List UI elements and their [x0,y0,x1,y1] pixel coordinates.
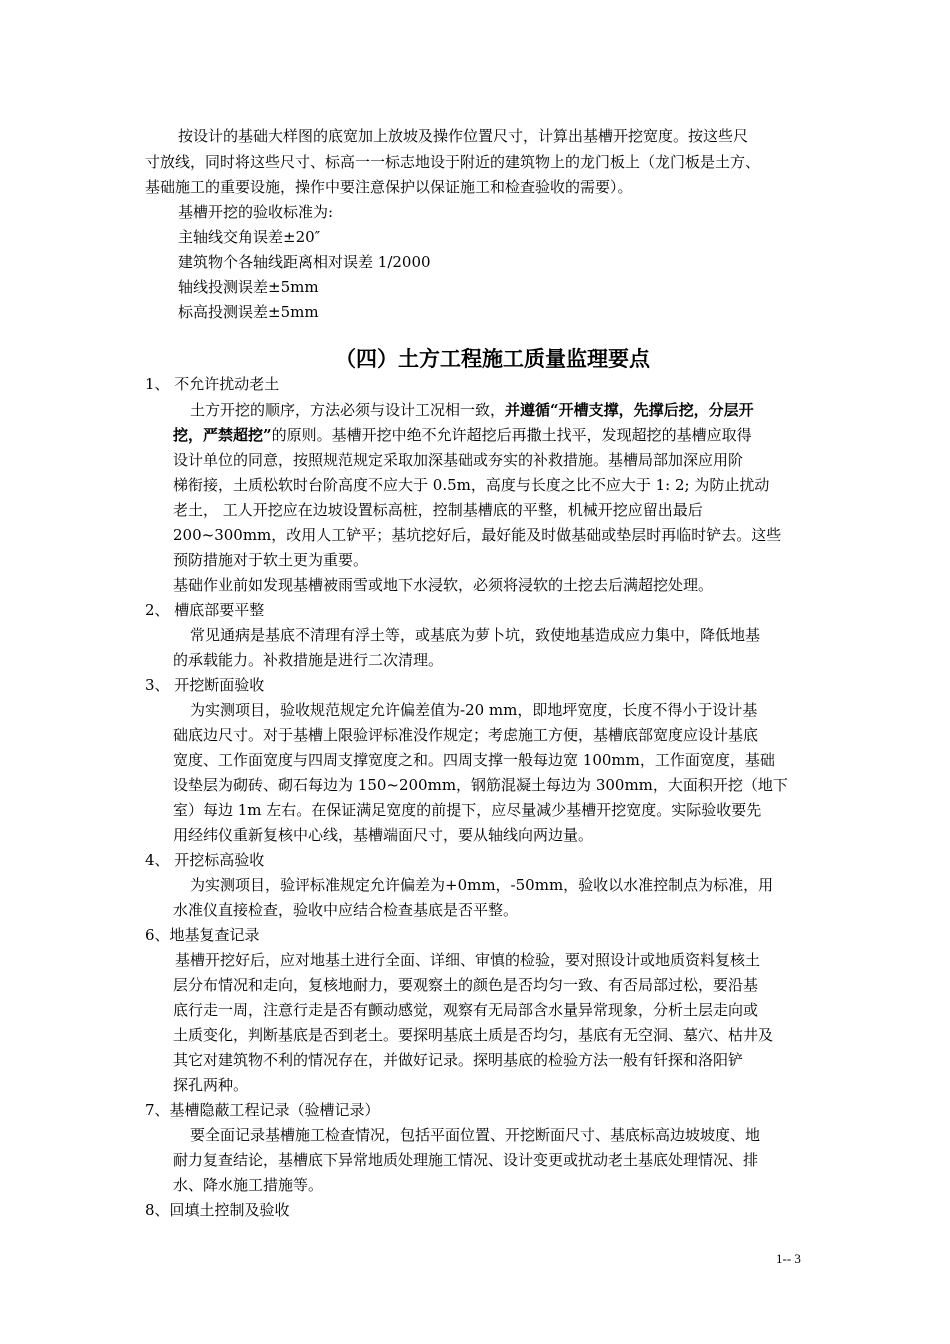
item-title: 6、地基复查记录 [145,926,260,944]
paragraph-line: 其它对建筑物不利的情况存在，并做好记录。探明基底的检验方法一般有钎探和洛阳铲 [173,1051,744,1069]
item-title: 2、 槽底部要平整 [145,601,265,619]
paragraph-line: 水、降水施工措施等。 [173,1176,324,1194]
paragraph-line: 为实测项目，验收规范规定允许偏差值为-20 mm，即地坪宽度，长度不得小于设计基 [190,701,758,719]
intro-line: 按设计的基础大样图的底宽加上放坡及操作位置尺寸，计算出基槽开挖宽度。按这些尺 [178,127,749,145]
standard-item: 标高投测误差±5mm [178,303,319,321]
paragraph-text: 土方开挖的顺序，方法必须与设计工况相一致， [190,401,506,419]
emphasis-text: 挖，严禁超挖” [173,426,272,444]
paragraph-line: 老土， 工人开挖应在边坡设置标高桩，控制基槽底的平整，机械开挖应留出最后 [173,501,703,519]
intro-line: 基础施工的重要设施，操作中要注意保护以保证施工和检查验收的需要）。 [145,178,633,196]
paragraph-line: 为实测项目，验评标准规定允许偏差为+0mm，-50mm，验收以水准控制点为标准，用 [190,876,774,894]
emphasis-text: 并遵循“开槽支撑，先撑后挖，分层开 [505,401,754,419]
item-title: 1、 不允许扰动老土 [145,375,280,393]
paragraph-line: 常见通病是基底不清理有浮土等，或基底为萝卜坑，致使地基造成应力集中，降低地基 [190,626,761,644]
paragraph-line: 水准仪直接检查，验收中应结合检查基底是否平整。 [173,901,519,919]
item-title: 3、 开挖断面验收 [145,676,265,694]
page-number: 1-- 3 [776,1251,801,1266]
paragraph-line: 土质变化，判断基底是否到老土。要探明基底土质是否均匀，基底有无空洞、墓穴、枯井及 [173,1026,774,1044]
paragraph-line [173,423,752,447]
paragraph-line: 要全面记录基槽施工检查情况，包括平面位置、开挖断面尺寸、基底标高边坡坡度、地 [190,1126,761,1144]
paragraph-line: 200~300mm，改用人工铲平；基坑挖好后，最好能及时做基础或垫层时再临时铲去。这些 [173,526,782,544]
paragraph-line: 底行走一周，注意行走是否有颤动感觉，观察有无局部含水量异常现象，分析土层走向或 [173,1001,759,1019]
paragraph-line: 耐力复查结论，基槽底下异常地质处理施工情况、设计变更或扰动老土基底处理情况、排 [173,1151,759,1169]
paragraph-line: 础底边尺寸。对于基槽上限验评标准没作规定；考虑施工方便，基槽底部宽度应设计基底 [173,726,759,744]
item-title: 8、回填土控制及验收 [145,1201,290,1219]
paragraph-text: 的原则。基槽开挖中绝不允许超挖后再撒土找平，发现超挖的基槽应取得 [271,426,752,444]
paragraph-line: 梯衔接，土质松软时台阶高度不应大于 0.5m，高度与长度之比不应大于 1: 2; 为防止扰动 [173,476,770,494]
item-title: 4、 开挖标高验收 [145,851,265,869]
paragraph-line: 室）每边 1m 左右。在保证满足宽度的前提下，应尽量减少基槽开挖宽度。实际验收要先 [173,801,762,819]
paragraph-line: 用经纬仪重新复核中心线，基槽端面尺寸，要从轴线向两边量。 [173,826,594,844]
standard-item: 轴线投测误差±5mm [178,278,319,296]
paragraph-line: 设计单位的同意，按照规范规定采取加深基础或夯实的补救措施。基槽局部加深应用阶 [173,451,744,469]
paragraph-line [190,398,754,422]
paragraph-line: 基础作业前如发现基槽被雨雪或地下水浸软，必须将浸软的土挖去后满超挖处理。 [173,576,714,594]
paragraph-line: 探孔两种。 [173,1076,249,1094]
section-title: （四）土方工程施工质量监理要点 [335,346,650,371]
paragraph-line: 预防措施对于软土更为重要。 [173,551,369,569]
paragraph-line: 设垫层为砌砖、砌石每边为 150~200mm，钢筋混凝土每边为 300mm，大面积开挖（地下 [173,776,788,794]
paragraph-line: 基槽开挖好后，应对地基土进行全面、详细、审慎的检验，要对照设计或地质资料复核土 [175,951,761,969]
paragraph-line: 宽度、工作面宽度与四周支撑宽度之和。四周支撑一般每边宽 100mm，工作面宽度，基础 [173,751,775,769]
paragraph-line: 层分布情况和走向，复核地耐力，要观察土的颜色是否均匀一致、有否局部过松，要沿基 [173,976,759,994]
standard-item: 主轴线交角误差±20″ [178,228,321,246]
standard-title: 基槽开挖的验收标准为: [178,203,334,221]
item-title: 7、基槽隐蔽工程记录（验槽记录） [145,1101,380,1119]
intro-line: 寸放线，同时将这些尺寸、标高一一标志地设于附近的建筑物上的龙门板上（龙门板是土方、 [145,153,761,171]
standard-item: 建筑物个各轴线距离相对误差 1/2000 [178,253,431,271]
paragraph-line: 的承载能力。补救措施是进行二次清理。 [173,651,444,669]
